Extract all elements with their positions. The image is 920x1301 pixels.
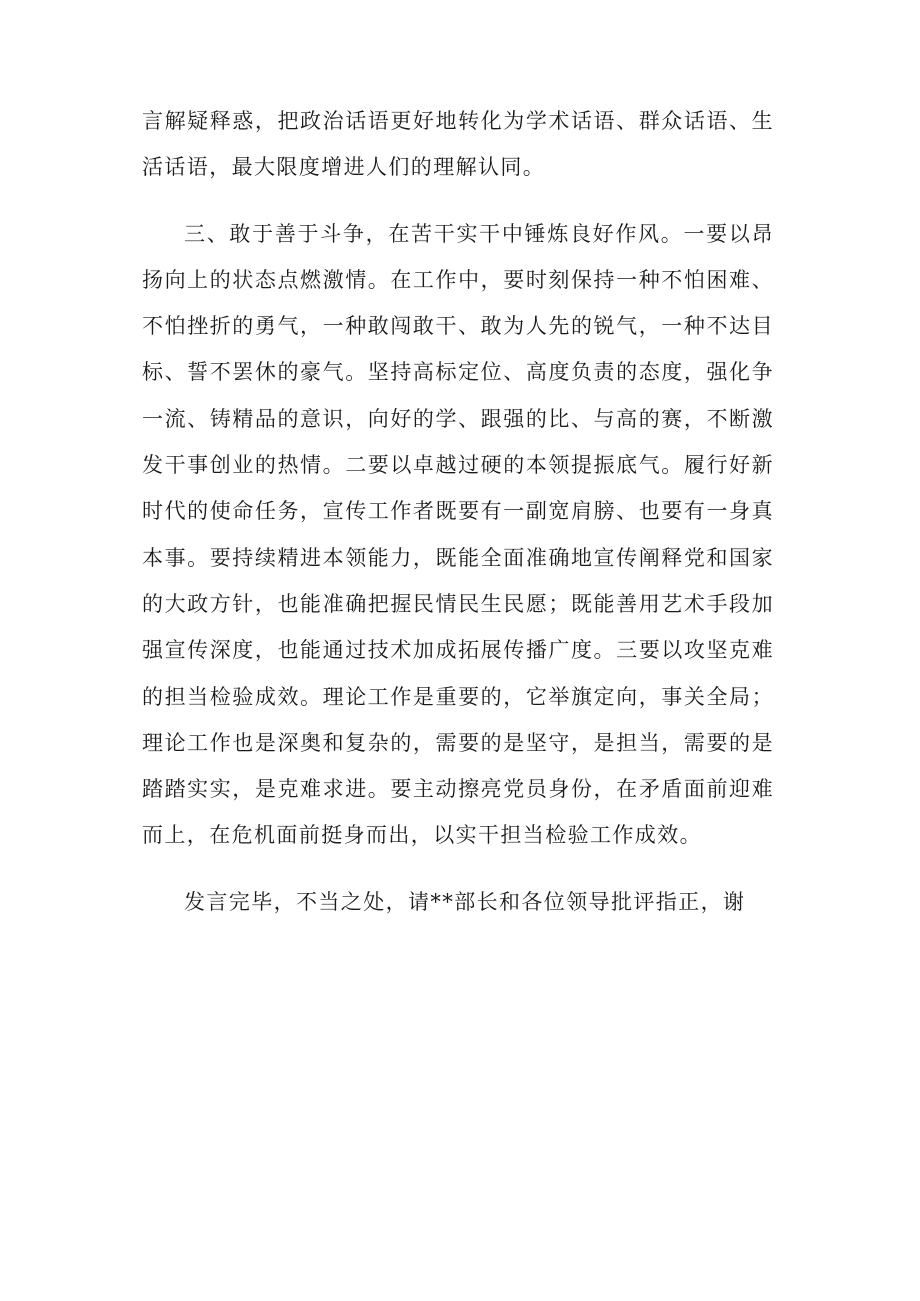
paragraph-continuation: 言解疑释惑，把政治话语更好地转化为学术话语、群众话语、生活话语，最大限度增进人们的理解认同。 [142, 109, 774, 180]
document-body [142, 98, 774, 925]
paragraph-closing: 发言完毕，不当之处，请**部长和各位领导批评指正，谢 [184, 889, 746, 914]
paragraph-section-three: 三、敢于善于斗争，在苦干实干中锤炼良好作风。一要以昂扬向上的状态点燃激情。在工作中，要时刻保持一种不怕困难、不怕挫折的勇气，一种敢闯敢干、敢为人先的锐气，一种不达目标、誓不罢休的豪气。坚持高标定位、高度负责的态度，强化争一流、铸精品的意识，向好的学、跟强的比、与高的赛，不断激发干事创业的热情。二要以卓越过硬的本领提振底气。履行好新时代的使命任务，宣传工作者既要有一副宽肩膀、也要有一身真本事。要持续精进本领能力，既能全面准确地宣传阐释党和国家的大政方针，也能准确把握民情民生民愿；既能善用艺术手段加强宣传深度，也能通过技术加成拓展传播广度。三要以攻坚克难的担当检验成效。理论工作是重要的，它举旗定向，事关全局；理论工作也是深奥和复杂的，需要的是坚守，是担当，需要的是踏踏实实，是克难求进。要主动擦亮党员身份，在矛盾面前迎难而上，在危机面前挺身而出，以实干担当检验工作成效。 [142, 221, 774, 848]
